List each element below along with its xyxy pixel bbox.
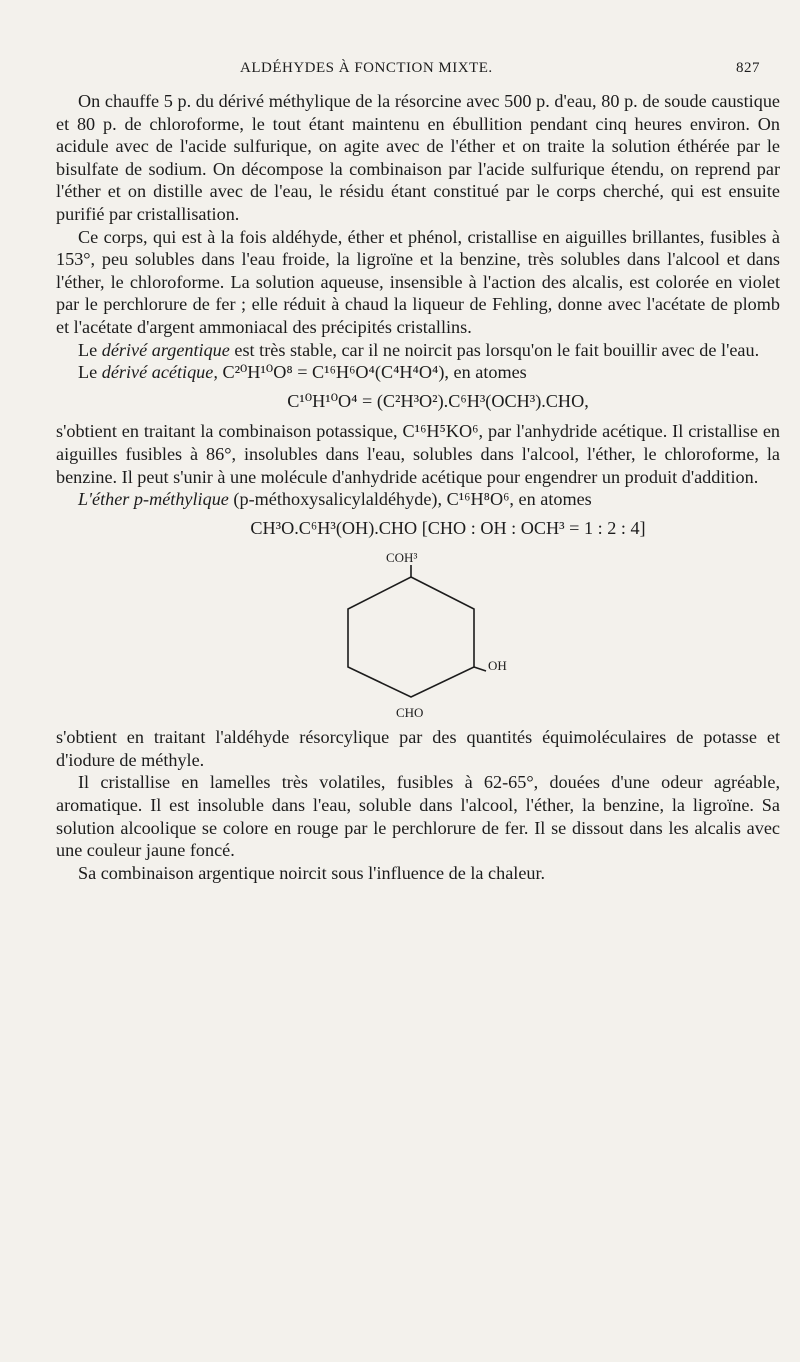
diagram-label-bottom: CHO xyxy=(396,705,424,721)
term-derive-acetique: dérivé acétique, xyxy=(101,362,218,383)
diagram-label-oh: OH xyxy=(488,658,507,674)
text-run: est très stable, car il ne noircit pas lorsqu'on le fait bouillir avec de l'eau. xyxy=(229,339,760,360)
text-run: en atomes xyxy=(513,489,592,510)
paragraph-methylique-properties: Il cristallise en lamelles très volatiles, fusibles à 62-65°, douées d'une odeur agréable, aromatique. Il est insoluble dans l'eau, soluble dans l'alcool, l'éther, la benzine, la ligroïne. Sa solution alcoolique se colore en rouge par le perchlorure de fer. Il se dissout dans les alcalis avec une couleur jaune foncé. xyxy=(56,772,780,861)
text-run: par l'anhydride acétique. Il cristallise en aiguilles fusibles à 86°, insolubles dans l'eau, solubles dans l'alcool, l'éther, le chloroforme, la benzine. Il peut s'unir à une molécule d'anhydride acétique pour engendrer un produit d'addition. xyxy=(56,421,780,487)
benzene-structure-diagram xyxy=(56,547,780,722)
term-ether-methylique: L'éther p-méthylique xyxy=(78,489,229,510)
paragraph-acetique-preparation xyxy=(56,420,780,488)
benzene-ring xyxy=(326,547,496,707)
text-run: (p-méthoxysalicylaldéhyde), xyxy=(228,489,447,510)
ring-hexagon xyxy=(348,577,474,697)
formula-potassique: C¹⁶H⁵KO⁶, xyxy=(402,421,484,442)
paragraph-derive-argentique xyxy=(56,339,780,362)
paragraph-combinaison-argentique: Sa combinaison argentique noircit sous l'influence de la chaleur. xyxy=(78,862,546,883)
text-run: en atomes xyxy=(448,362,527,383)
page-body xyxy=(56,90,780,884)
bond-oh xyxy=(474,667,486,671)
paragraph-preparation: On chauffe 5 p. du dérivé méthylique de la résorcine avec 500 p. d'eau, 80 p. de soude caustique et 80 p. de chloroforme, le tout étant maintenu en ébullition pendant cinq heures environ. On acidule avec de l'acide sulfurique, on agite avec de l'éther et on traite la solution éthérée par le bisulfate de sodium. On décompose la combinaison par l'acide sulfurique étendu, on reprend par l'éther et on distille avec de l'eau, le résidu étant constitué par le corps cherché, qui est ensuite purifié par cristallisation. xyxy=(56,91,780,224)
paragraph-ether-methylique xyxy=(56,488,780,511)
text-run: Le xyxy=(78,362,102,383)
paragraph-properties: Ce corps, qui est à la fois aldéhyde, éther et phénol, cristallise en aiguilles brillantes, fusibles à 153°, peu solubles dans l'eau froide, la ligroïne et la benzine, très solubles dans l'alcool et dans l'éther, le chloroforme. La solution aqueuse, insensible à l'action des alcalis, est colorée en violet par le perchlorure de fer ; elle réduit à chaud la liqueur de Fehling, donne avec l'acétate de plomb et l'acétate d'argent ammoniacal des précipités cristallins. xyxy=(56,226,780,337)
text-run: s'obtient en traitant la combinaison potassique, xyxy=(56,421,403,442)
formula-methylique-atomes: CH³O.C⁶H³(OH).CHO [CHO : OH : OCH³ = 1 : 2 : 4] xyxy=(250,517,646,538)
paragraph-derive-acetique xyxy=(56,361,780,384)
formula-acetique-equiv: C²⁰H¹⁰O⁸ = C¹⁶H⁶O⁴(C⁴H⁴O⁴), xyxy=(222,362,449,383)
page-header xyxy=(60,60,760,84)
running-title: ALDÉHYDES À FONCTION MIXTE. xyxy=(240,60,493,76)
diagram-label-top: COH³ xyxy=(386,550,418,566)
page-number: 827 xyxy=(736,60,760,76)
paragraph-methylique-preparation: s'obtient en traitant l'aldéhyde résorcylique par des quantités équimoléculaires de potasse et d'iodure de méthyle. xyxy=(56,727,780,770)
formula-acetique-atomes: C¹⁰H¹⁰O⁴ = (C²H³O²).C⁶H³(OCH³).CHO, xyxy=(287,390,589,411)
formula-methylique-equiv: C¹⁶H⁸O⁶, xyxy=(446,489,514,510)
term-derive-argentique: dérivé argentique xyxy=(101,339,230,360)
text-run: Le xyxy=(78,339,102,360)
